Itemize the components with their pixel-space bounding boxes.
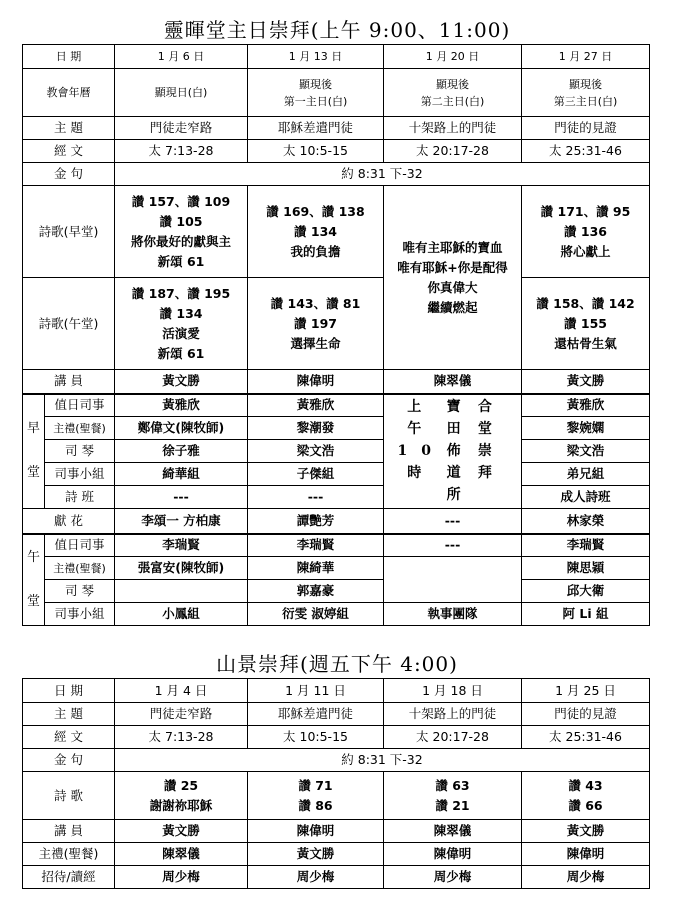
- program-char: 堂: [477, 421, 506, 438]
- program-char: 崇: [477, 443, 506, 460]
- speaker-cell: 陳翠儀: [384, 820, 522, 843]
- hymns-late-row: [23, 278, 650, 370]
- late-cell: 李瑞賢: [115, 534, 248, 557]
- early-cell: 黃雅欣: [522, 394, 650, 417]
- early-cell: 弟兄組: [522, 463, 650, 486]
- communion-cell: 陳偉明: [384, 843, 522, 866]
- early-group-label: [23, 394, 45, 509]
- hymn-cell: [522, 772, 650, 820]
- late-organist-row: [23, 580, 650, 603]
- row-label: 司事小組: [45, 463, 115, 486]
- date-cell: 1 月 25 日: [522, 679, 650, 703]
- calendar-text: 顯現後: [299, 77, 332, 91]
- row-label: 金 句: [23, 749, 115, 772]
- theme-cell: 門徒走窄路: [115, 703, 248, 726]
- row-label: 詩 歌: [23, 772, 115, 820]
- late-communion-row: [23, 557, 650, 580]
- hymn-line: 你真偉大: [427, 279, 478, 295]
- communion-cell: 黃文勝: [248, 843, 384, 866]
- calendar-text: 顯現日(白): [154, 86, 208, 99]
- late-cell: 陳思穎: [522, 557, 650, 580]
- row-label: 司事小組: [45, 603, 115, 626]
- hymn-cell: [248, 772, 384, 820]
- speaker-cell: 陳翠儀: [384, 370, 522, 394]
- hill-scripture-row: [23, 726, 650, 749]
- row-label: 值日司事: [45, 534, 115, 557]
- speaker-cell: 陳偉明: [248, 370, 384, 394]
- late-cell: 張富安(陳牧師): [115, 557, 248, 580]
- scripture-cell: 太 20:17-28: [384, 726, 522, 749]
- hymn-line: 繼續燃起: [427, 299, 478, 315]
- hymn-line: 讚 105: [159, 213, 203, 229]
- program-char: 時: [407, 465, 436, 482]
- hymn-line: 讚 158、讚 142: [536, 295, 635, 311]
- hymn-line: 讚 63: [435, 777, 470, 793]
- early-cell: 黎婉嫻: [522, 417, 650, 440]
- hill-communion-row: [23, 843, 650, 866]
- main-schedule-table: [22, 44, 650, 626]
- group-char: 堂: [26, 593, 40, 609]
- late-empty-cell: [384, 557, 522, 603]
- row-label: 詩歌(午堂): [23, 278, 115, 370]
- joint-program-cell: [384, 394, 522, 509]
- late-cell: 阿 Li 組: [522, 603, 650, 626]
- hymn-line: 唯有主耶穌的寶血: [402, 239, 503, 255]
- early-cell: 梁文浩: [522, 440, 650, 463]
- flowers-cell: 林家榮: [522, 509, 650, 534]
- dates-row: [23, 45, 650, 69]
- hymn-cell: [115, 772, 248, 820]
- program-char: 佈: [446, 443, 475, 460]
- calendar-cell: [384, 69, 522, 117]
- program-spacer: [398, 484, 445, 506]
- hill-theme-row: [23, 703, 650, 726]
- date-cell: 1 月 13 日: [248, 45, 384, 69]
- theme-row: [23, 117, 650, 140]
- row-label: 主 題: [23, 117, 115, 140]
- row-label: 主禮(聖餐): [45, 557, 115, 580]
- usher-cell: 周少梅: [522, 866, 650, 889]
- main-title: 靈暉堂主日崇拜(上午 9:00、11:00): [163, 18, 511, 42]
- early-cell: 子傑組: [248, 463, 384, 486]
- hymn-line: 選擇生命: [290, 335, 341, 351]
- late-usher-group-row: [23, 603, 650, 626]
- row-label: 獻 花: [23, 509, 115, 534]
- row-label: 詩歌(早堂): [23, 186, 115, 278]
- early-cell: 黃雅欣: [115, 394, 248, 417]
- theme-cell: 耶穌差遣門徒: [248, 703, 384, 726]
- late-cell: 郭嘉豪: [248, 580, 384, 603]
- program-char: 10: [397, 443, 445, 460]
- speaker-cell: 黃文勝: [522, 820, 650, 843]
- group-spacer: [23, 569, 44, 591]
- early-cell: 梁文浩: [248, 440, 384, 463]
- calendar-text: 第三主日(白): [553, 94, 618, 108]
- theme-cell: 十架路上的門徒: [384, 117, 522, 140]
- hill-usher-row: [23, 866, 650, 889]
- hymn-line: 將心獻上: [560, 243, 611, 259]
- hymn-cell: [248, 186, 384, 278]
- joint-hymn-cell: [384, 186, 522, 370]
- hymn-line: 讚 134: [294, 223, 337, 239]
- program-char: 寶: [446, 399, 475, 416]
- early-cell: 鄭偉文(陳牧師): [115, 417, 248, 440]
- program-char: 合: [477, 399, 506, 416]
- theme-cell: 十架路上的門徒: [384, 703, 522, 726]
- date-cell: 1 月 20 日: [384, 45, 522, 69]
- calendar-cell: [248, 69, 384, 117]
- late-cell: [115, 580, 248, 603]
- hill-dates-row: [23, 679, 650, 703]
- hymn-line: 新頌 61: [157, 345, 205, 361]
- hymn-line: 讚 143、讚 81: [270, 295, 361, 311]
- late-cell: 小鳳組: [115, 603, 248, 626]
- usher-cell: 周少梅: [384, 866, 522, 889]
- scripture-cell: 太 20:17-28: [384, 140, 522, 163]
- program-char: 田: [446, 421, 475, 438]
- flowers-cell: ---: [384, 509, 522, 534]
- program-char: 上: [407, 399, 436, 416]
- hymn-line: 讚 169、讚 138: [266, 203, 365, 219]
- row-label: 主 題: [23, 703, 115, 726]
- date-cell: 1 月 27 日: [522, 45, 650, 69]
- hymn-line: 還枯骨生氣: [554, 335, 617, 351]
- hill-schedule-table: [22, 678, 650, 889]
- hill-golden-verse-row: [23, 749, 650, 772]
- row-label: 司 琴: [45, 440, 115, 463]
- early-cell: 綺華組: [115, 463, 248, 486]
- early-duty-row: [23, 394, 650, 417]
- calendar-text: 第一主日(白): [283, 94, 348, 108]
- early-cell: 黃雅欣: [248, 394, 384, 417]
- row-label: 詩 班: [45, 486, 115, 509]
- late-group-label: [23, 534, 45, 626]
- group-char: 午: [26, 549, 40, 565]
- hymn-line: 讚 25: [163, 777, 199, 793]
- hymn-line: 我的負擔: [290, 243, 341, 259]
- scripture-cell: 太 25:31-46: [522, 726, 650, 749]
- flowers-cell: 譚艷芳: [248, 509, 384, 534]
- hymn-line: 讚 66: [568, 797, 603, 813]
- row-label: 經 文: [23, 726, 115, 749]
- row-label: 招待/讀經: [23, 866, 115, 889]
- speaker-row: [23, 370, 650, 394]
- scripture-row: [23, 140, 650, 163]
- hymn-cell: [522, 186, 650, 278]
- hymn-line: 唯有耶穌+你是配得: [397, 259, 508, 275]
- speaker-cell: 黃文勝: [115, 820, 248, 843]
- early-cell: ---: [248, 486, 384, 509]
- late-cell: 執事團隊: [384, 603, 522, 626]
- late-cell: 李瑞賢: [522, 534, 650, 557]
- group-char: 早: [26, 421, 40, 437]
- row-label: 經 文: [23, 140, 115, 163]
- late-cell: ---: [384, 534, 522, 557]
- early-organist-row: [23, 440, 650, 463]
- calendar-row: [23, 69, 650, 117]
- calendar-cell: [522, 69, 650, 117]
- early-cell: 成人詩班: [522, 486, 650, 509]
- date-cell: 1 月 11 日: [248, 679, 384, 703]
- early-usher-group-row: [23, 463, 650, 486]
- speaker-cell: 黃文勝: [522, 370, 650, 394]
- row-label: 日 期: [23, 45, 115, 69]
- program-char: 道: [446, 465, 475, 482]
- hymn-line: 謝謝祢耶穌: [149, 797, 213, 813]
- date-cell: 1 月 6 日: [115, 45, 248, 69]
- usher-cell: 周少梅: [115, 866, 248, 889]
- golden-verse-cell: 約 8:31 下-32: [115, 749, 650, 772]
- early-cell: ---: [115, 486, 248, 509]
- scripture-cell: 太 7:13-28: [115, 726, 248, 749]
- hill-hymns-row: [23, 772, 650, 820]
- hymn-line: 讚 136: [564, 223, 607, 239]
- hymn-cell: [248, 278, 384, 370]
- hymns-early-row: [23, 186, 650, 278]
- calendar-text: 顯現後: [436, 77, 469, 91]
- scripture-cell: 太 10:5-15: [248, 140, 384, 163]
- hymn-line: 讚 71: [298, 777, 333, 793]
- scripture-cell: 太 7:13-28: [115, 140, 248, 163]
- date-cell: 1 月 18 日: [384, 679, 522, 703]
- hymn-cell: [115, 186, 248, 278]
- row-label: 教會年曆: [23, 69, 115, 117]
- late-duty-row: [23, 534, 650, 557]
- hymn-line: 活演愛: [162, 325, 200, 341]
- hymn-line: 讚 171、讚 95: [540, 203, 631, 219]
- hymn-line: 新頌 61: [157, 253, 205, 269]
- late-cell: 邱大衛: [522, 580, 650, 603]
- theme-cell: 門徒的見證: [522, 703, 650, 726]
- program-spacer: [476, 484, 507, 506]
- row-label: 主禮(聖餐): [45, 417, 115, 440]
- row-label: 司 琴: [45, 580, 115, 603]
- scripture-cell: 太 10:5-15: [248, 726, 384, 749]
- early-cell: 黎潮發: [248, 417, 384, 440]
- group-spacer: [23, 440, 44, 462]
- row-label: 講 員: [23, 820, 115, 843]
- late-cell: 陳綺華: [248, 557, 384, 580]
- row-label: 主禮(聖餐): [23, 843, 115, 866]
- date-cell: 1 月 4 日: [115, 679, 248, 703]
- hymn-cell: [384, 772, 522, 820]
- calendar-cell: [115, 69, 248, 117]
- flowers-cell: 李頌一 方柏康: [115, 509, 248, 534]
- late-cell: 衍雯 淑婷組: [248, 603, 384, 626]
- row-label: 值日司事: [45, 394, 115, 417]
- program-char: 午: [407, 421, 436, 438]
- communion-cell: 陳翠儀: [115, 843, 248, 866]
- hymn-cell: [115, 278, 248, 370]
- group-char: 堂: [26, 465, 40, 481]
- hymn-line: 讚 187、讚 195: [131, 285, 231, 301]
- scripture-cell: 太 25:31-46: [522, 140, 650, 163]
- calendar-text: 第二主日(白): [420, 94, 485, 108]
- theme-cell: 門徒的見證: [522, 117, 650, 140]
- communion-cell: 陳偉明: [522, 843, 650, 866]
- row-label: 金 句: [23, 163, 115, 186]
- speaker-cell: 陳偉明: [248, 820, 384, 843]
- theme-cell: 門徒走窄路: [115, 117, 248, 140]
- late-cell: 李瑞賢: [248, 534, 384, 557]
- theme-cell: 耶穌差遣門徒: [248, 117, 384, 140]
- early-choir-row: [23, 486, 650, 509]
- program-char: 拜: [477, 465, 506, 482]
- speaker-cell: 黃文勝: [115, 370, 248, 394]
- hill-speaker-row: [23, 820, 650, 843]
- golden-verse-row: [23, 163, 650, 186]
- hymn-line: 將你最好的獻與主: [130, 233, 231, 249]
- early-cell: 徐子雅: [115, 440, 248, 463]
- hill-title: 山景崇拜(週五下午 4:00): [216, 652, 458, 676]
- hymn-line: 讚 155: [564, 315, 607, 331]
- golden-verse-cell: 約 8:31 下-32: [115, 163, 650, 186]
- calendar-text: 顯現後: [569, 77, 602, 91]
- row-label: 講 員: [23, 370, 115, 394]
- hymn-line: 讚 86: [298, 797, 333, 813]
- hymn-line: 讚 197: [294, 315, 337, 331]
- usher-cell: 周少梅: [248, 866, 384, 889]
- joint-program-grid: [398, 396, 508, 506]
- program-char: 所: [446, 487, 475, 504]
- row-label: 日 期: [23, 679, 115, 703]
- hymn-cell: [522, 278, 650, 370]
- hymn-line: 讚 21: [435, 797, 470, 813]
- early-communion-row: [23, 417, 650, 440]
- hymn-line: 讚 157、讚 109: [131, 193, 231, 209]
- hymn-line: 讚 43: [568, 777, 603, 793]
- hymn-line: 讚 134: [159, 305, 203, 321]
- flowers-row: [23, 509, 650, 534]
